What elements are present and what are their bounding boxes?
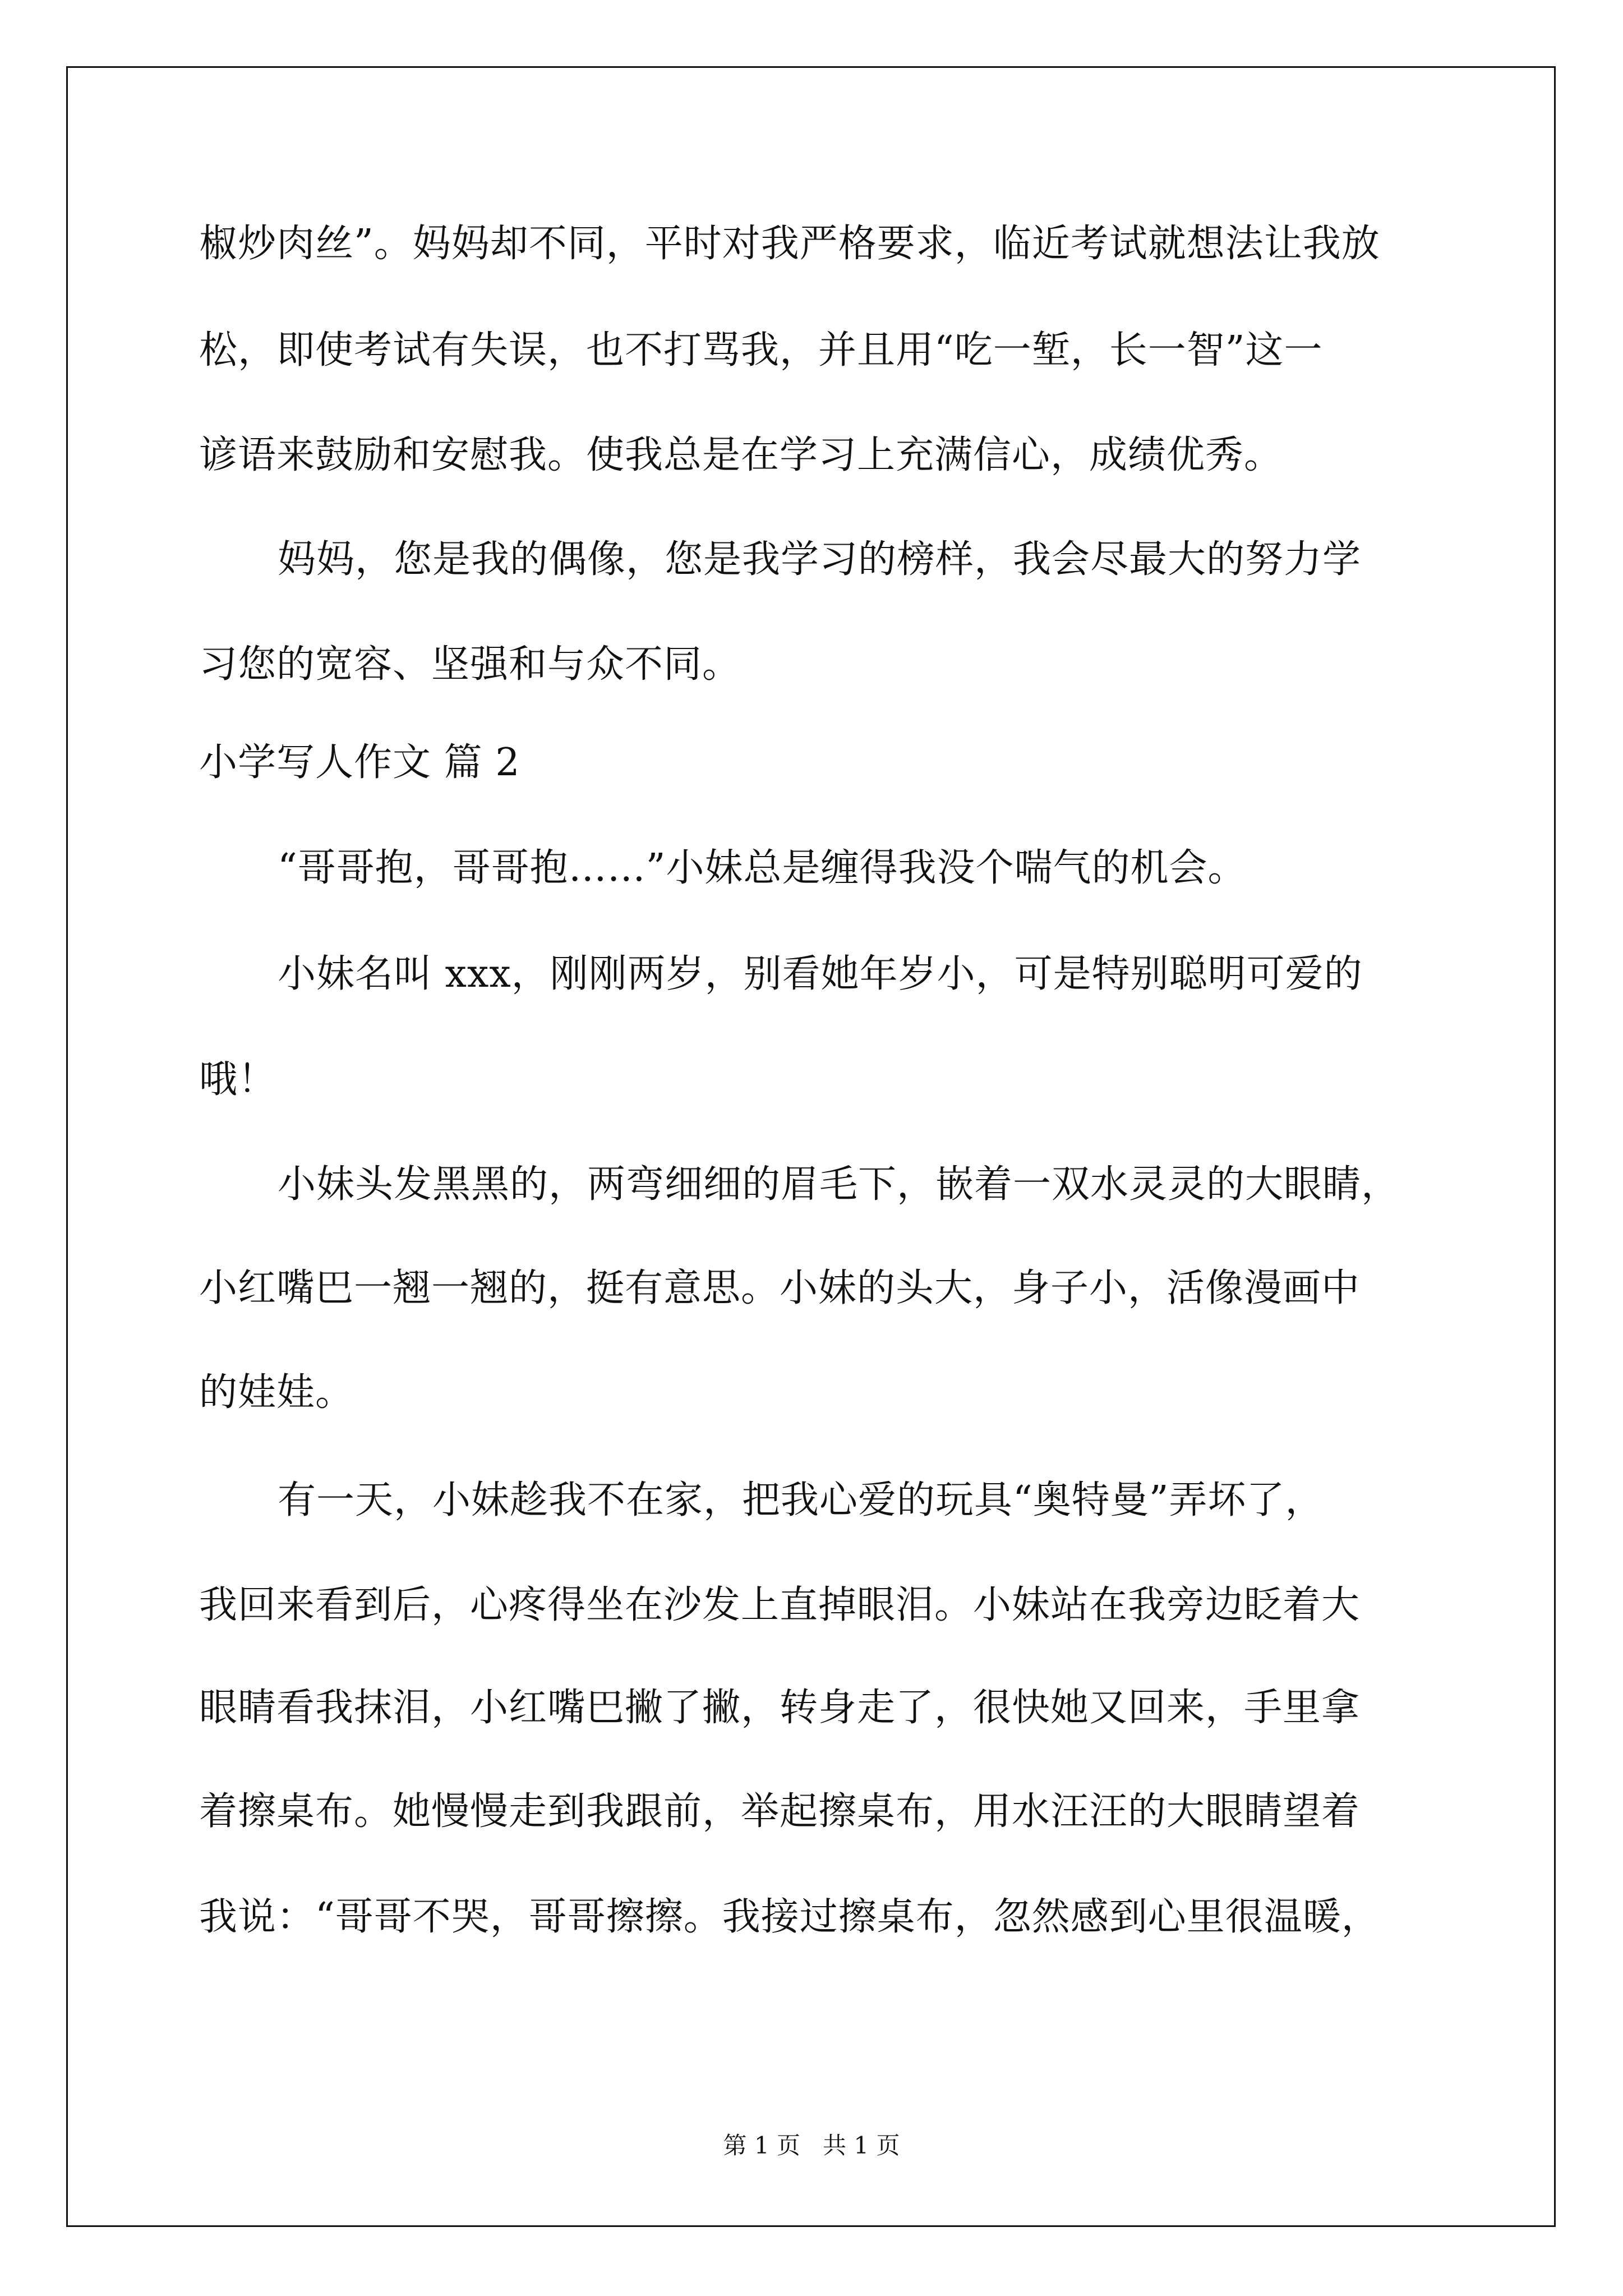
text-line: 有一天，小妹趁我不在家，把我心爱的玩具“奥特曼”弄坏了， <box>278 1478 1324 1522</box>
page-footer: 第 1 页 共 1 页 <box>723 2132 900 2159</box>
text-line: 习您的宽容、坚强和与众不同。 <box>199 642 741 687</box>
text-line: 着擦桌布。她慢慢走到我跟前，举起擦桌布，用水汪汪的大眼睛望着 <box>199 1789 1361 1834</box>
text-line: 谚语来鼓励和安慰我。使我总是在学习上充满信心，成绩优秀。 <box>199 433 1283 477</box>
text-line: 松，即使考试有失误，也不打骂我，并且用“吃一堑，长一智”这一 <box>199 328 1323 372</box>
text-line: 的娃娃。 <box>199 1370 354 1415</box>
text-line: 妈妈，您是我的偶像，您是我学习的榜样，我会尽最大的努力学 <box>278 537 1362 582</box>
text-line: 我回来看到后，心疼得坐在沙发上直掉眼泪。小妹站在我旁边眨着大 <box>199 1583 1361 1627</box>
text-line: 小妹头发黑黑的，两弯细细的眉毛下，嵌着一双水灵灵的大眼睛， <box>278 1162 1400 1207</box>
text-line: 哦！ <box>199 1057 277 1102</box>
text-line: 眼睛看我抹泪，小红嘴巴撇了撇，转身走了，很快她又回来，手里拿 <box>199 1686 1361 1730</box>
section-heading: 小学写人作文 篇 2 <box>199 740 520 785</box>
text-line: 小红嘴巴一翘一翘的，挺有意思。小妹的头大，身子小，活像漫画中 <box>199 1266 1361 1310</box>
text-line: “哥哥抱，哥哥抱……”小妹总是缠得我没个喘气的机会。 <box>278 846 1247 890</box>
text-line: 我说：“哥哥不哭，哥哥擦擦。我接过擦桌布，忽然感到心里很温暖， <box>199 1895 1380 1939</box>
text-line: 小妹名叫 xxx，刚刚两岁，别看她年岁小，可是特别聪明可爱的 <box>278 952 1363 996</box>
text-line: 椒炒肉丝”。妈妈却不同，平时对我严格要求，临近考试就想法让我放 <box>199 222 1380 266</box>
